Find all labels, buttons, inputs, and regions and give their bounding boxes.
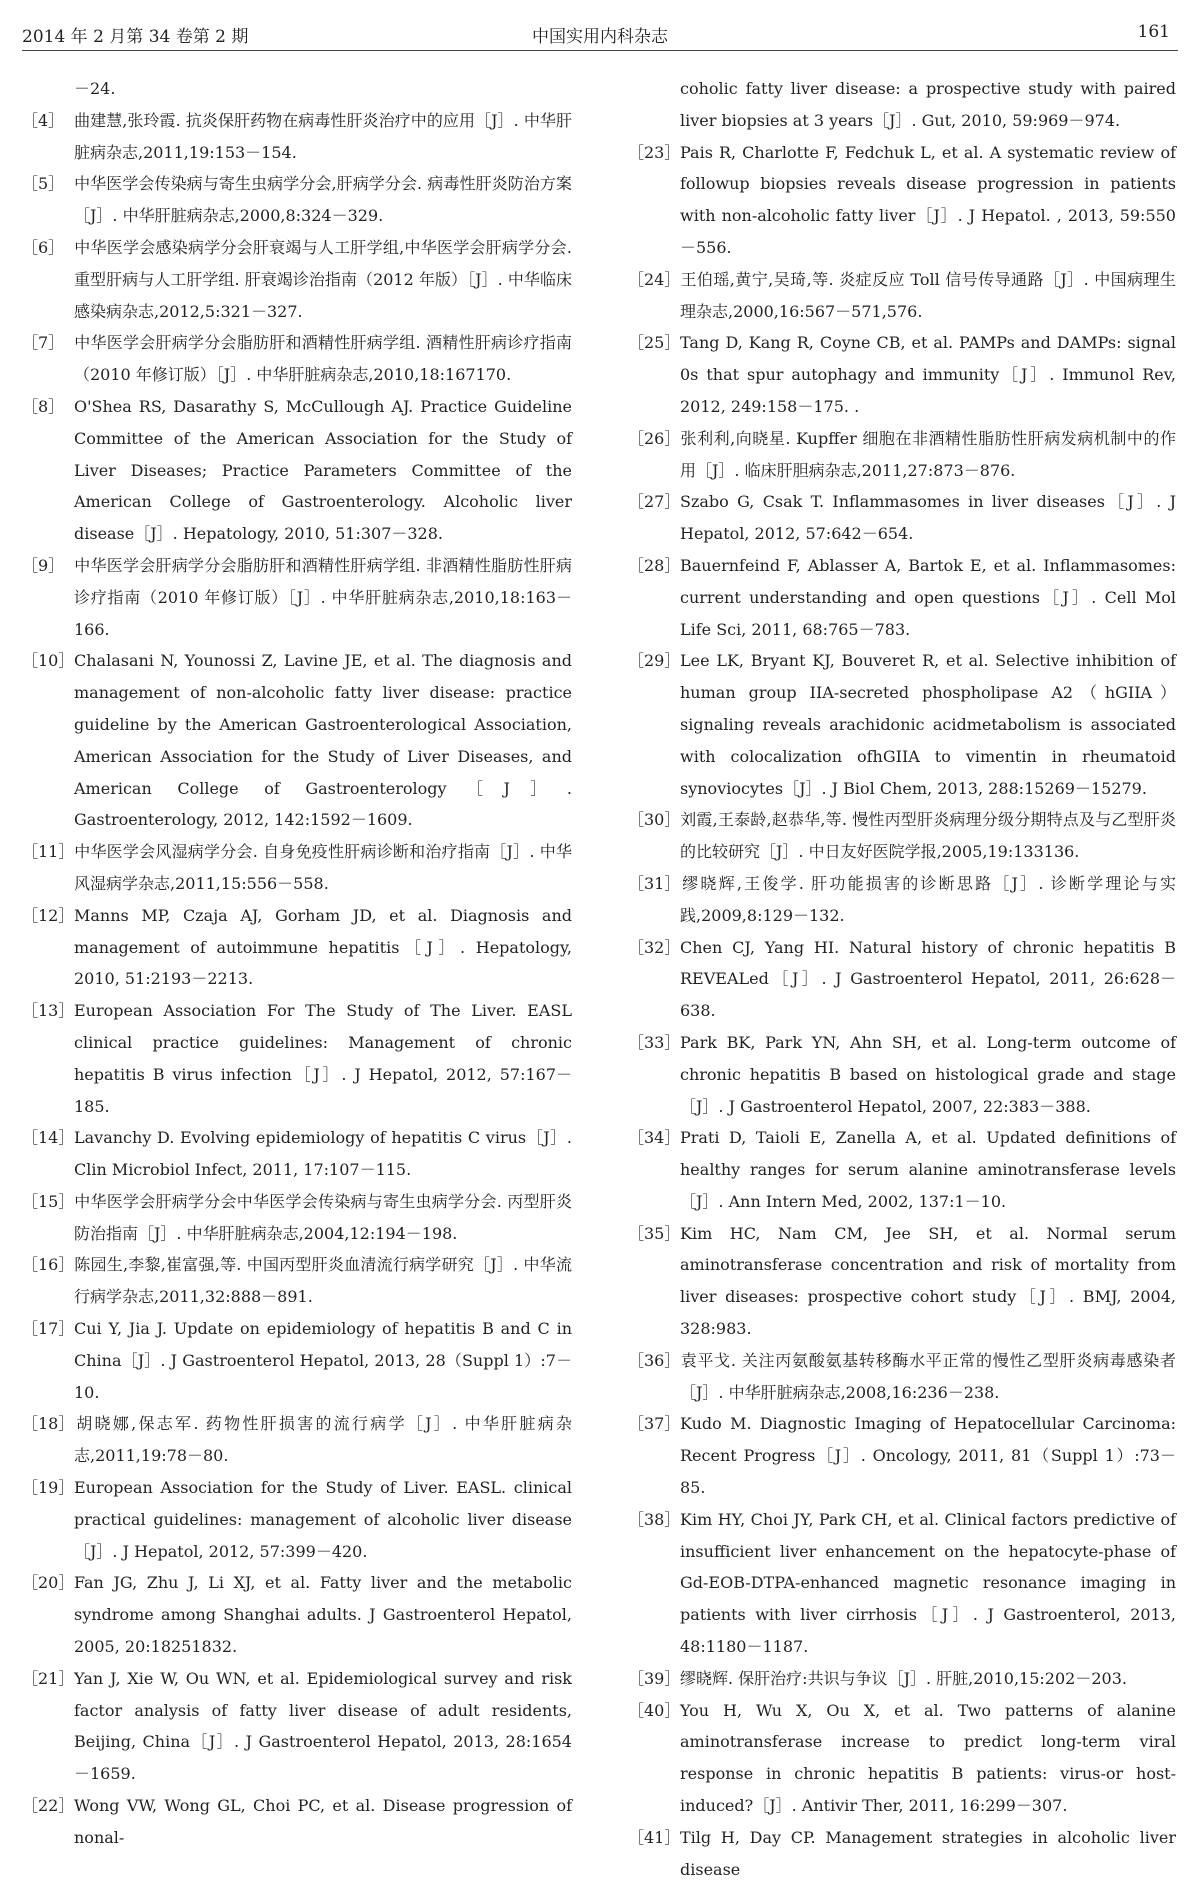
reference-item [22, 1249, 572, 1313]
reference-number: ［39］ [628, 1668, 681, 1688]
reference-item [22, 168, 572, 232]
reference-text: Tang D, Kang R, Coyne CB, et al. PAMPs and DAMPs: signal 0s that spur autophagy and immunity［J］. Immunol Rev, 2012, 249:158－175. . [680, 333, 1176, 416]
reference-number: ［40］ [628, 1700, 681, 1720]
reference-text: 中华医学会肝病学分会脂肪肝和酒精性肝病学组. 非酒精性脂肪性肝病诊疗指南（2010 年修订版）［J］. 中华肝脏病杂志,2010,18:163－166. [74, 555, 572, 639]
reference-item [22, 1408, 572, 1472]
journal-title: 中国实用内科杂志 [532, 27, 668, 47]
reference-number: ［8］ [22, 396, 65, 416]
reference-item [628, 1822, 1176, 1885]
reference-number: ［37］ [628, 1414, 681, 1434]
reference-text: Yan J, Xie W, Ou WN, et al. Epidemiological survey and risk factor analysis of fatty liver disease of adult residents, Beijing, China［J］. J Gastroenterol Hepatol, 2013, 28:1654－1659. [74, 1668, 572, 1784]
reference-text: Lee LK, Bryant KJ, Bouveret R, et al. Selective inhibition of human group IIA-secreted phospholipase A2（hGIIA）signaling reveals arachidonic acidmetabolism is associated with colocalization ofhGIIA to vimentin in rheumatoid synoviocytes［J］. J Biol Chem, 2013, 288:15269－15279. [680, 651, 1176, 798]
page-number: 161 [1137, 22, 1170, 42]
reference-item [22, 1790, 572, 1854]
reference-number: ［9］ [22, 555, 65, 575]
reference-item [628, 1218, 1176, 1345]
reference-text: Manns MP, Czaja AJ, Gorham JD, et al. Diagnosis and management of autoimmune hepatitis［J］. Hepatology, 2010, 51:2193－2213. [74, 905, 572, 989]
reference-number: ［10］ [22, 651, 75, 671]
reference-text: European Association for the Study of Liver. EASL. clinical practical guidelines: management of alcoholic liver disease［J］. J Hepatol, 2012, 57:399－420. [74, 1478, 572, 1561]
reference-number: ［26］ [628, 428, 681, 448]
reference-text: Kim HY, Choi JY, Park CH, et al. Clinical factors predictive of insufficient liver enhancement on the hepatocyte-phase of Gd-EOB-DTPA-enhanced magnetic resonance imaging in patients with liver cirrhosis［J］. J Gastroenterol, 2013, 48:1180－1187. [680, 1509, 1176, 1657]
reference-text: 袁平戈. 关注丙氨酸氨基转移酶水平正常的慢性乙型肝炎病毒感染者［J］. 中华肝脏病杂志,2008,16:236－238. [680, 1350, 1176, 1402]
reference-text: European Association For The Study of The Liver. EASL clinical practice guidelines: Management of chronic hepatitis B virus infection［J］. J Hepatol, 2012, 57:167－185. [74, 1001, 572, 1116]
reference-item [22, 550, 572, 645]
reference-item [628, 1695, 1176, 1822]
reference-number: ［13］ [22, 1001, 75, 1021]
reference-number: ［22］ [22, 1796, 75, 1816]
reference-number: ［31］ [628, 873, 681, 893]
reference-item [22, 1313, 572, 1408]
reference-item [22, 1472, 572, 1567]
reference-item [628, 264, 1176, 328]
reference-item [628, 1122, 1176, 1217]
reference-item [22, 105, 572, 169]
reference-number: ［5］ [22, 174, 65, 194]
reference-item [628, 327, 1176, 422]
reference-item [628, 645, 1176, 804]
reference-text: 缪晓辉,王俊学. 肝功能损害的诊断思路［J］. 诊断学理论与实践,2009,8:129－132. [680, 873, 1176, 925]
reference-text: Kim HC, Nam CM, Jee SH, et al. Normal serum aminotransferase concentration and risk of mortality from liver diseases: prospective cohort study［J］. BMJ, 2004, 328:983. [680, 1223, 1176, 1339]
left-column [22, 73, 572, 1854]
reference-number: ［24］ [628, 269, 681, 289]
reference-item [628, 550, 1176, 645]
reference-text: 中华医学会感染病学分会肝衰竭与人工肝学组,中华医学会肝病学分会. 重型肝病与人工肝学组. 肝衰竭诊治指南（2012 年版）［J］. 中华临床感染病杂志,2012,5:321－327. [74, 237, 572, 321]
reference-text: Szabo G, Csak T. Inflammasomes in liver diseases［J］. J Hepatol, 2012, 57:642－654. [680, 492, 1176, 544]
reference-item [628, 486, 1176, 550]
reference-number: ［29］ [628, 651, 681, 671]
reference-item [22, 836, 572, 900]
reference-item [22, 1663, 572, 1790]
reference-text: Bauernfeind F, Ablasser A, Bartok E, et al. Inflammasomes: current understanding and open questions［J］. Cell Mol Life Sci, 2011, 68:765－783. [680, 555, 1176, 639]
reference-text: 曲建慧,张玲霞. 抗炎保肝药物在病毒性肝炎治疗中的应用［J］. 中华肝脏病杂志,2011,19:153－154. [74, 110, 572, 162]
reference-text: 陈园生,李黎,崔富强,等. 中国丙型肝炎血清流行病学研究［J］. 中华流行病学杂志,2011,32:888－891. [74, 1255, 572, 1307]
reference-text: Prati D, Taioli E, Zanella A, et al. Updated definitions of healthy ranges for serum alanine aminotransferase levels［J］. Ann Intern Med, 2002, 137:1－10. [680, 1128, 1176, 1211]
reference-item [22, 1122, 572, 1186]
reference-number: ［20］ [22, 1573, 75, 1593]
reference-item [22, 900, 572, 995]
reference-number: ［4］ [22, 110, 65, 130]
reference-number: ［34］ [628, 1128, 681, 1148]
reference-text: 王伯瑶,黄宁,吴琦,等. 炎症反应 Toll 信号传导通路［J］. 中国病理生理杂志,2000,16:567－571,576. [680, 269, 1176, 321]
reference-number: ［33］ [628, 1032, 681, 1052]
reference-number: ［21］ [22, 1668, 75, 1688]
reference-item [628, 1408, 1176, 1503]
reference-text: 胡晓娜,保志军. 药物性肝损害的流行病学［J］. 中华肝脏病杂志,2011,19:78－80. [74, 1414, 572, 1466]
reference-number: ［41］ [628, 1827, 681, 1847]
reference-item [22, 995, 572, 1122]
reference-item [22, 1186, 572, 1250]
reference-item [628, 1663, 1176, 1695]
reference-item [22, 327, 572, 391]
reference-text: 中华医学会风湿病学分会. 自身免疫性肝病诊断和治疗指南［J］. 中华风湿病学杂志,2011,15:556－558. [74, 842, 572, 893]
reference-number: ［19］ [22, 1478, 75, 1498]
reference-text: Wong VW, Wong GL, Choi PC, et al. Disease progression of nonal- [74, 1796, 572, 1847]
reference-number: ［11］ [22, 842, 75, 862]
reference-number: ［12］ [22, 905, 75, 925]
reference-item [628, 137, 1176, 264]
right-column [628, 73, 1176, 1885]
reference-number: ［17］ [22, 1319, 75, 1339]
reference-number: ［23］ [628, 142, 681, 162]
reference-text: 中华医学会肝病学分会脂肪肝和酒精性肝病学组. 酒精性肝病诊疗指南（2010 年修订版）［J］. 中华肝脏病杂志,2010,18:167170. [74, 333, 572, 385]
reference-text: 张利利,向晓星. Kupffer 细胞在非酒精性脂肪性肝病发病机制中的作用［J］. 临床肝胆病杂志,2011,27:873－876. [680, 428, 1176, 480]
reference-text: Fan JG, Zhu J, Li XJ, et al. Fatty liver and the metabolic syndrome among Shanghai adults. J Gastroenterol Hepatol, 2005, 20:18251832. [74, 1573, 572, 1657]
reference-number: ［27］ [628, 492, 681, 512]
reference-item [22, 232, 572, 327]
reference-item [628, 1027, 1176, 1122]
reference-number: ［38］ [628, 1509, 681, 1529]
reference-item [22, 391, 572, 550]
reference-number: ［6］ [22, 237, 65, 257]
reference-number: ［36］ [628, 1350, 681, 1370]
reference-text: Cui Y, Jia J. Update on epidemiology of hepatitis B and C in China［J］. J Gastroenterol Hepatol, 2013, 28（Suppl 1）:7－10. [74, 1319, 572, 1402]
reference-item [628, 1504, 1176, 1663]
reference-number: ［7］ [22, 333, 65, 353]
reference-item [628, 868, 1176, 932]
continuation-text: －24. [74, 79, 116, 98]
reference-text: Chalasani N, Younossi Z, Lavine JE, et al. The diagnosis and management of non-alcoholic fatty liver disease: practice guideline by the American Gastroenterological Association, American Association for the Study of Liver Diseases, and American College of Gastroenterology［J］. Gastroenterology, 2012, 142:1592－1609. [74, 651, 572, 830]
reference-text: Lavanchy D. Evolving epidemiology of hepatitis C virus［J］. Clin Microbiol Infect, 2011, 17:107－115. [74, 1128, 572, 1180]
reference-number: ［30］ [628, 810, 681, 830]
reference-number: ［14］ [22, 1128, 75, 1148]
reference-item [22, 645, 572, 836]
reference-text: Tilg H, Day CP. Management strategies in alcoholic liver disease [680, 1827, 1176, 1879]
reference-number: ［35］ [628, 1223, 681, 1243]
reference-text: Pais R, Charlotte F, Fedchuk L, et al. A systematic review of followup biopsies reveals disease progression in patients with non-alcoholic fatty liver［J］. J Hepatol. , 2013, 59:550－556. [680, 142, 1176, 257]
issue-info: 2014 年 2 月第 34 卷第 2 期 [22, 27, 249, 47]
reference-number: ［28］ [628, 555, 681, 575]
reference-text: 中华医学会肝病学分会中华医学会传染病与寄生虫病学分会. 丙型肝炎防治指南［J］. 中华肝脏病杂志,2004,12:194－198. [74, 1191, 572, 1243]
reference-item [628, 932, 1176, 1027]
reference-item [628, 804, 1176, 868]
reference-number: ［15］ [22, 1191, 75, 1211]
reference-text: You H, Wu X, Ou X, et al. Two patterns of alanine aminotransferase increase to predict long-term viral response in chronic hepatitis B patients: virus-or host-induced?［J］. Antivir Ther, 2011, 16:299－307. [680, 1700, 1176, 1816]
continuation-text: coholic fatty liver disease: a prospective study with paired liver biopsies at 3 years［J］. Gut, 2010, 59:969－974. [680, 79, 1176, 130]
reference-number: ［32］ [628, 937, 681, 957]
reference-text: 中华医学会传染病与寄生虫病学分会,肝病学分会. 病毒性肝炎防治方案［J］. 中华肝脏病杂志,2000,8:324－329. [74, 174, 572, 226]
reference-text: O'Shea RS, Dasarathy S, McCullough AJ. Practice Guideline Committee of the American Association for the Study of Liver Diseases; Practice Parameters Committee of the American College of Gastroenterology. Alcoholic liver disease［J］. Hepatology, 2010, 51:307－328. [74, 396, 572, 544]
reference-number: ［16］ [22, 1255, 75, 1275]
reference-item [628, 1345, 1176, 1409]
reference-text: Kudo M. Diagnostic Imaging of Hepatocellular Carcinoma: Recent Progress［J］. Oncology, 2011, 81（Suppl 1）:73－85. [680, 1414, 1176, 1498]
reference-number: ［25］ [628, 333, 681, 353]
reference-item [22, 1567, 572, 1662]
reference-text: Park BK, Park YN, Ahn SH, et al. Long-term outcome of chronic hepatitis B based on histological grade and stage［J］. J Gastroenterol Hepatol, 2007, 22:383－388. [680, 1032, 1176, 1116]
page-header [22, 18, 1178, 51]
reference-number: ［18］ [22, 1414, 75, 1434]
reference-item [628, 423, 1176, 487]
reference-text: 刘霞,王泰龄,赵恭华,等. 慢性丙型肝炎病理分级分期特点及与乙型肝炎的比较研究［J］. 中日友好医院学报,2005,19:133136. [680, 810, 1176, 862]
reference-text: Chen CJ, Yang HI. Natural history of chronic hepatitis B REVEALed［J］. J Gastroenterol Hepatol, 2011, 26:628－638. [680, 937, 1176, 1021]
reference-text: 缪晓辉. 保肝治疗:共识与争议［J］. 肝脏,2010,15:202－203. [680, 1668, 1127, 1688]
